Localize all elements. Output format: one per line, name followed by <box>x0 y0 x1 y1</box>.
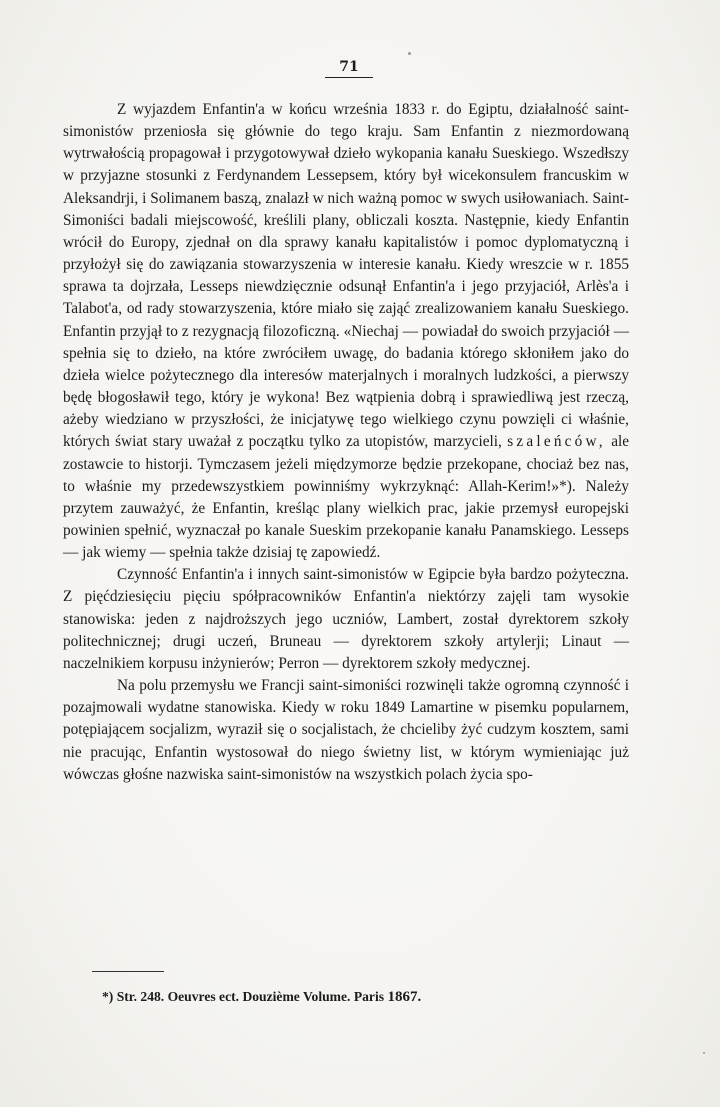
footnote <box>102 988 622 1006</box>
paragraph-3: Na polu przemysłu we Francji saint-simoniści rozwinęli także ogromną czynność i pozajmowali wydatne stanowiska. Kiedy w roku 1849 Lamartine w pisemku popularnem, potępiającem socjalizm, wyraził się o socjalistach, że chcieliby żyć cudzym kosztem, sami nie pracując, Enfantin wystosował do niego świetny list, w którym wymieniając już wówczas głośne nazwiska saint-simonistów na wszystkich polach życia spo- <box>63 677 629 783</box>
paragraph-1 <box>63 99 629 564</box>
paragraph-1-text: Z wyjazdem Enfantin'a w końcu września 1833 r. do Egiptu, działalność saint-simonistów przeniosła się głównie do tego kraju. Sam Enfantin z niezmordowaną wytrwałością propagował i przygotowywał dzieło wykopania kanału Sueskiego. Wszedłszy w przyjazne stosunki z Ferdynandem Lessepsem, który był wicekonsulem francuskim w Aleksandrji, i Solimanem baszą, znalazł w nich ważną pomoc w swych usiłowaniach. Saint-Simoniści badali miejscowość, kreślili plany, obliczali koszta. Następnie, kiedy Enfantin wrócił do Europy, zjednał on dla sprawy kanału kapitalistów i pomoc dyplomatyczną i przyłożył się do zawiązania stowarzyszenia w interesie kanału. Kiedy wreszcie w r. 1855 sprawa ta dojrzała, Lesseps niewdzięcznie odsunął Enfantin'a i jego przyjaciół, Arlès'a i Talabot'a, od rady stowarzyszenia, które miało się zająć zrealizowaniem kanału Sueskiego. Enfantin przyjął to z rezygnacją filozoficzną. «Niechaj — powiadał do swoich przyjaciół — spełnia się to dzieło, na które zwróciłem uwagę, do badania którego skłoniłem jako do dzieła wielce pożytecznego dla interesów materjalnych i moralnych ludzkości, a pierwszy będę błogosławił tego, który je wykona! Bez wątpienia dobrą i sprawiedliwą jest rzeczą, ażeby wiedziano w przyszłości, że inicjatywę tego wielkiego czynu powzięli ci właśnie, których świat stary uważał z początku tylko za utopistów, marzycieli, <box>63 101 629 451</box>
main-text <box>63 99 629 786</box>
emphasized-word: szaleńców, <box>507 433 606 451</box>
paper-speck <box>408 52 411 55</box>
footnote-divider <box>92 971 164 972</box>
footnote-year: 1867. <box>387 989 422 1005</box>
footnote-text: *) Str. 248. Oeuvres ect. Douzième Volume. Paris <box>102 989 385 1004</box>
paragraph-2: Czynność Enfantin'a i innych saint-simonistów w Egipcie była bardzo pożyteczna. Z pięćdziesięciu pięciu spółpracowników Enfantin'a niektórzy zajęli tam wysokie stanowiska: jeden z najdroższych jego uczniów, Lambert, został dyrektorem szkoły politechnicznej; drugi uczeń, Bruneau — dyrektorem szkoły artylerji; Linaut — naczelnikiem korpusu inżynierów; Perron — dyrektorem szkoły medycznej. <box>63 566 629 672</box>
page-number: 71 <box>325 58 373 78</box>
paragraph-1-continuation: ale zostawcie to historji. Tymczasem jeżeli międzymorze będzie przekopane, chociaż bez nas, to właśnie my przedewszystkiem powinniśmy wykrzyknąć: Allah-Kerim!»*). Należy przytem zauważyć, że Enfantin, kreśląc plany wielkich prac, jakie przemysł europejski powinien spełnić, wyznaczał po kanale Sueskim przekopanie kanału Panamskiego. Lesseps — jak wiemy — spełnia także dzisiaj tę zapowiedź. <box>63 433 630 562</box>
paper-speck <box>703 1052 705 1054</box>
